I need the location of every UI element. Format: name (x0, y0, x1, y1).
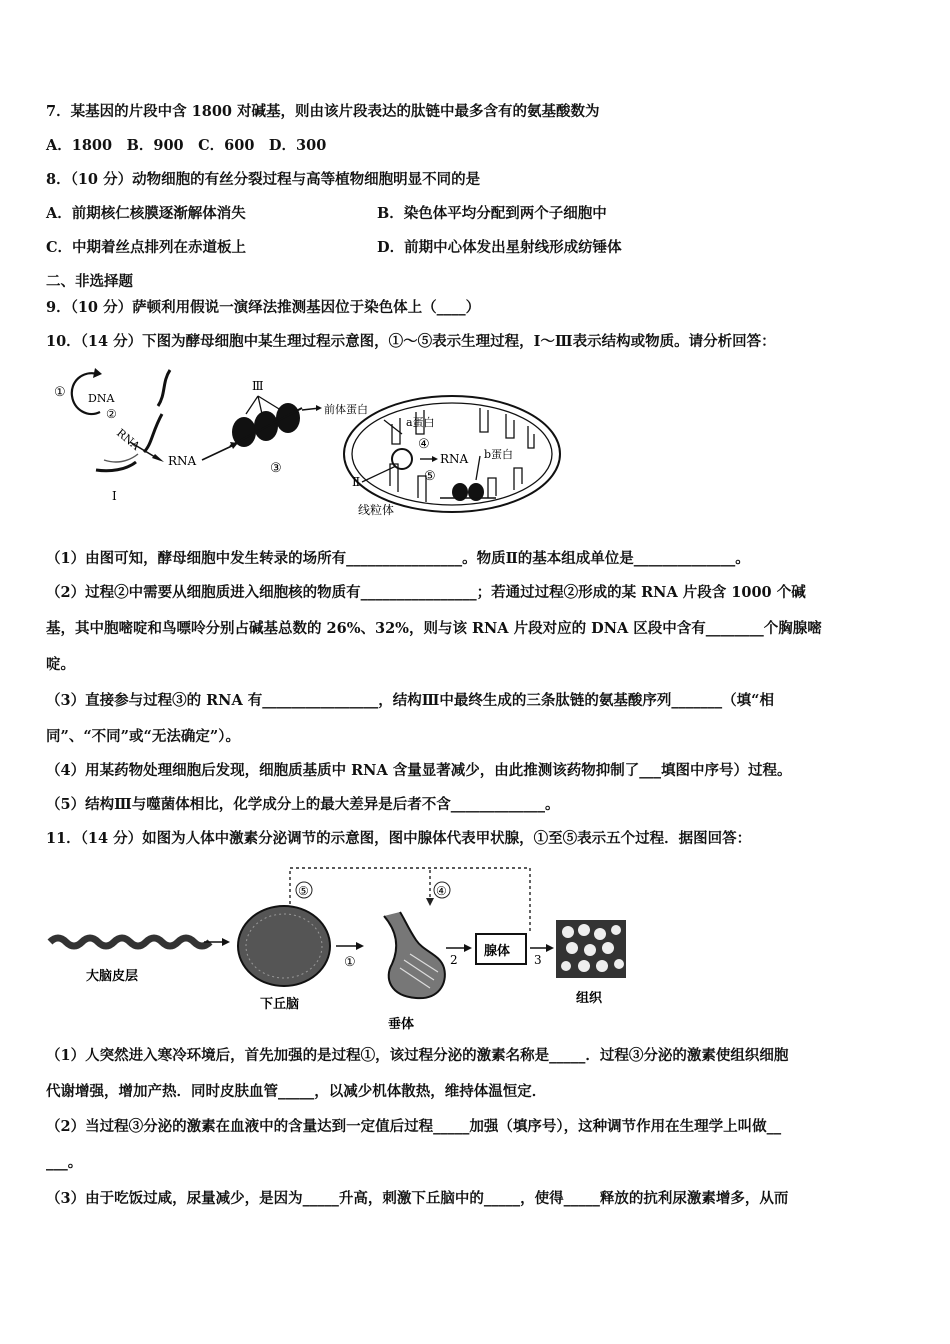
q10-part3-line1: （3）直接参与过程③的 RNA 有________________，结构Ⅲ中最终生成的三条肽链的氨基酸序列_______（填“相 (46, 692, 774, 709)
q11-part3: （3）由于吃饭过咸，尿量减少，是因为_____升高，刺激下丘脑中的_____，使得_____释放的抗利尿激素增多，从而 (46, 1190, 789, 1207)
label-c5: ⑤ (424, 469, 436, 484)
label-c3: ③ (270, 461, 282, 476)
label-gland: 腺体 (484, 944, 511, 959)
label-c2: ② (106, 407, 117, 421)
q10-part1: （1）由图可知，酵母细胞中发生转录的场所有________________。物质Ⅱ的基本组成单位是______________。 (46, 550, 750, 567)
label-cortex: 大脑皮层 (86, 969, 139, 984)
tissue-cells (556, 920, 626, 978)
label-rna-2: RNA (440, 452, 469, 466)
q10-part2-line2: 基，其中胞嘧啶和鸟嘌呤分别占碱基总数的 26%、32%，则与该 RNA 片段对应的 DNA 区段中含有________个胸腺嘧 (46, 620, 822, 637)
ribosome-3 (276, 403, 300, 433)
nuclear-envelope-3 (96, 462, 136, 471)
q10-part5: （5）结构Ⅲ与噬菌体相比，化学成分上的最大差异是后者不含_____________。 (46, 796, 560, 813)
q10-part2-line3: 啶。 (46, 656, 75, 673)
label-c1: ① (54, 385, 66, 400)
q11-part1-line2: 代谢增强，增加产热．同时皮肤血管_____，以减少机体散热，维持体温恒定． (46, 1083, 547, 1100)
q8-option-a: A．前期核仁核膜逐渐解体消失 (46, 205, 246, 222)
label-precursor: 前体蛋白 (324, 403, 368, 416)
label-hypothalamus: 下丘脑 (260, 997, 300, 1012)
section-heading: 二、非选择题 (46, 273, 133, 290)
cerebral-cortex (50, 938, 210, 946)
label-c5: ⑤ (298, 884, 309, 898)
q11-stem: 11．（14 分）如图为人体中激素分泌调节的示意图，图中腺体代表甲状腺，①至⑤表示五个过程．据图回答： (46, 830, 752, 847)
q8-stem: 8．（10 分）动物细胞的有丝分裂过程与高等植物细胞明显不同的是 (46, 171, 481, 188)
label-c4: ④ (436, 884, 447, 898)
q8-option-d: D．前期中心体发出星射线形成纺锤体 (377, 239, 622, 256)
label-c2: 2 (450, 953, 458, 967)
nuclear-envelope-2 (144, 414, 162, 452)
q11-part2-line1: （2）当过程③分泌的激素在血液中的含量达到一定值后过程_____加强（填序号），这种调节作用在生理学上叫做__ (46, 1118, 782, 1135)
label-tissue: 组织 (576, 991, 603, 1006)
label-rna-diagonal: RNA (114, 426, 143, 453)
label-roman2: Ⅱ (352, 475, 361, 489)
label-pituitary: 垂体 (388, 1017, 415, 1032)
label-c4: ④ (418, 437, 430, 452)
label-roman3: Ⅲ (252, 379, 264, 393)
q10-part3-line2: 同”、“不同”或“无法确定”）。 (46, 728, 240, 745)
label-mitochondrion: 线粒体 (358, 503, 395, 517)
q8-option-c: C．中期着丝点排列在赤道板上 (46, 239, 247, 256)
nuclear-envelope-1 (158, 370, 170, 406)
label-rna: RNA (168, 454, 197, 468)
label-c1: ① (344, 955, 356, 970)
label-c3: 3 (534, 953, 542, 967)
q8-option-b: B．染色体平均分配到两个子细胞中 (377, 205, 607, 222)
replication-arrow-head (93, 368, 102, 378)
hypothalamus (238, 906, 330, 986)
q10-part4: （4）用某药物处理细胞后发现，细胞质基质中 RNA 含量显著减少，由此推测该药物抑制了___填图中序号）过程。 (46, 762, 792, 779)
q10-stem: 10．（14 分）下图为酵母细胞中某生理过程示意图，①～⑤表示生理过程，Ⅰ～Ⅲ表示结构或物质。请分析回答： (46, 333, 776, 350)
label-b-protein: b蛋白 (484, 448, 514, 461)
q7-options: A．1800 B．900 C．600 D．300 (46, 137, 327, 154)
q11-part2-line2: ___。 (46, 1154, 83, 1171)
q9-stem: 9．（10 分）萨顿利用假说一演绎法推测基因位于染色体上（____） (46, 299, 481, 316)
q11-part1-line1: （1）人突然进入寒冷环境后，首先加强的是过程①，该过程分泌的激素名称是_____．过程③分泌的激素使组织细胞 (46, 1047, 789, 1064)
feedback-line-5 (290, 868, 530, 932)
label-roman1: Ⅰ (112, 489, 117, 503)
yeast-process-figure (40, 362, 580, 527)
q7-stem: 7．某基因的片段中含 1800 对碱基，则由该片段表达的肽链中最多含有的氨基酸数为 (46, 103, 600, 120)
pituitary (384, 912, 445, 998)
q10-part2-line1: （2）过程②中需要从细胞质进入细胞核的物质有________________；若通过过程②形成的某 RNA 片段含 1000 个碱 (46, 584, 806, 601)
label-dna: DNA (88, 392, 115, 405)
hormone-regulation-figure (44, 860, 644, 1032)
label-a-protein: a蛋白 (406, 416, 435, 429)
